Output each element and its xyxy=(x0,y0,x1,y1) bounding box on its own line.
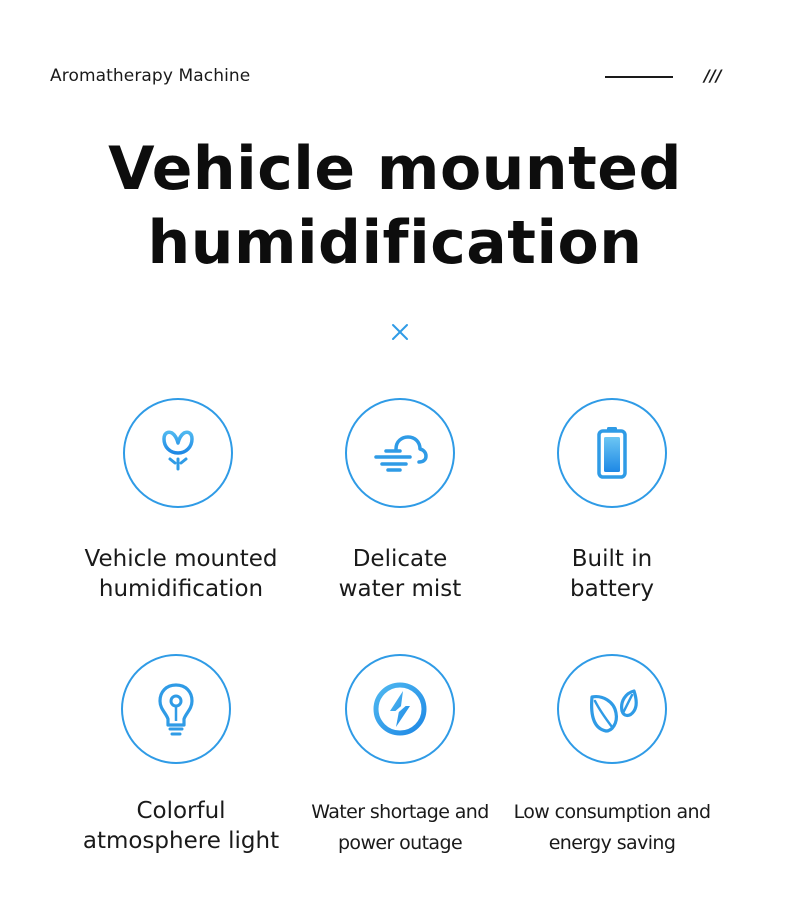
feature-humidification-line-1: Vehicle mounted xyxy=(84,546,278,572)
page-title xyxy=(0,132,790,280)
feature-power-off-label xyxy=(285,797,515,859)
page-title-line-2: humidification xyxy=(147,208,643,278)
feature-battery-circle xyxy=(557,398,667,508)
feature-water-mist-circle xyxy=(345,398,455,508)
light-bulb-icon xyxy=(146,679,206,739)
feature-water-mist-label xyxy=(285,544,515,604)
feature-humidification-circle xyxy=(123,398,233,508)
page-title-line-1: Vehicle mounted xyxy=(108,134,682,204)
header xyxy=(0,0,790,110)
feature-energy-line-2: energy saving xyxy=(548,832,676,854)
leaf-icon xyxy=(582,679,642,739)
feature-light-line-1: Colorful xyxy=(136,798,226,824)
power-off-icon xyxy=(370,679,430,739)
feature-energy-label xyxy=(497,797,727,859)
feature-water-mist-line-2: water mist xyxy=(338,576,462,602)
cloud-mist-icon xyxy=(370,423,430,483)
feature-energy-line-1: Low consumption and xyxy=(513,801,711,823)
cross-divider-icon xyxy=(390,322,410,342)
feature-battery-line-2: battery xyxy=(570,576,654,602)
feature-battery-line-1: Built in xyxy=(571,546,653,572)
feature-light-circle xyxy=(121,654,231,764)
header-slash-mark: /// xyxy=(704,66,722,85)
brand-name: Aromatherapy Machine xyxy=(50,66,251,86)
header-rule xyxy=(605,76,673,78)
feature-energy-circle xyxy=(557,654,667,764)
feature-light-line-2: atmosphere light xyxy=(82,828,280,854)
feature-power-off-line-1: Water shortage and xyxy=(311,801,489,823)
feature-water-mist-line-1: Delicate xyxy=(352,546,448,572)
battery-icon xyxy=(582,423,642,483)
feature-light-label xyxy=(66,796,296,856)
feature-power-off-circle xyxy=(345,654,455,764)
feature-battery-label xyxy=(497,544,727,604)
feature-humidification-label xyxy=(66,544,296,604)
sprout-icon xyxy=(148,423,208,483)
feature-humidification-line-2: humidification xyxy=(98,576,264,602)
feature-power-off-line-2: power outage xyxy=(337,832,463,854)
